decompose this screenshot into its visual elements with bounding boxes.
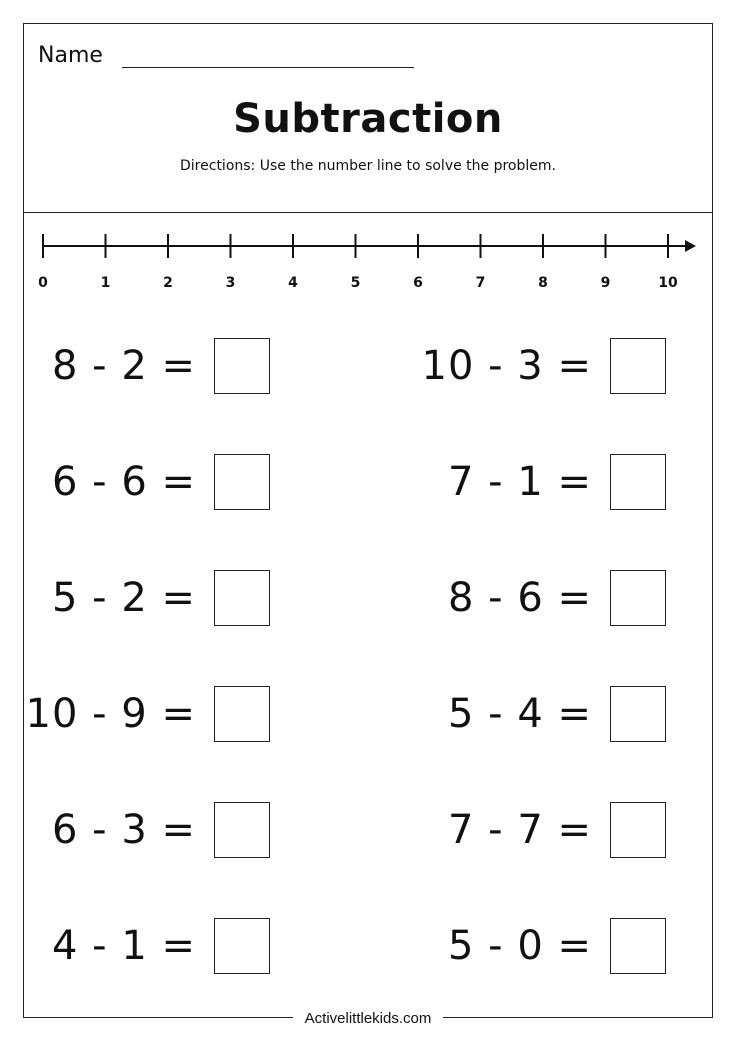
problem-expression: 5 - 0 = (448, 923, 592, 969)
number-line-arrow (685, 240, 696, 252)
problem-1 (52, 338, 270, 394)
problem-7 (25, 686, 270, 742)
problem-expression: 5 - 4 = (448, 691, 592, 737)
footer-credit: Activelittlekids.com (293, 1010, 444, 1027)
answer-box[interactable] (610, 918, 666, 974)
tick-label-9: 9 (600, 275, 611, 291)
tick-label-3: 3 (225, 275, 236, 291)
problem-3 (52, 454, 270, 510)
problem-9 (52, 802, 270, 858)
answer-box[interactable] (610, 570, 666, 626)
problem-expression: 8 - 6 = (448, 575, 592, 621)
answer-box[interactable] (214, 454, 270, 510)
problem-expression: 10 - 3 = (421, 343, 592, 389)
footer (0, 1008, 736, 1027)
tick-label-1: 1 (100, 275, 111, 291)
answer-box[interactable] (610, 338, 666, 394)
answer-box[interactable] (610, 454, 666, 510)
number-line (0, 0, 736, 300)
answer-box[interactable] (610, 802, 666, 858)
tick-label-8: 8 (538, 275, 548, 291)
problem-4 (448, 454, 666, 510)
answer-box[interactable] (214, 338, 270, 394)
tick-label-0: 0 (38, 275, 48, 291)
tick-label-7: 7 (475, 275, 486, 291)
problem-2 (421, 338, 666, 394)
tick-label-4: 4 (288, 275, 298, 291)
answer-box[interactable] (214, 802, 270, 858)
problem-expression: 6 - 6 = (52, 459, 196, 505)
problem-10 (448, 802, 666, 858)
problem-expression: 8 - 2 = (52, 343, 196, 389)
directions-text: Directions: Use the number line to solve the problem. (180, 158, 556, 174)
tick-label-10: 10 (658, 275, 678, 291)
problem-6 (448, 570, 666, 626)
problem-expression: 10 - 9 = (25, 691, 196, 737)
problem-expression: 4 - 1 = (52, 923, 196, 969)
problem-expression: 6 - 3 = (52, 807, 196, 853)
answer-box[interactable] (214, 918, 270, 974)
tick-label-6: 6 (413, 275, 423, 291)
problem-8 (448, 686, 666, 742)
tick-label-2: 2 (163, 275, 173, 291)
problem-expression: 7 - 7 = (448, 807, 592, 853)
problem-11 (52, 918, 270, 974)
answer-box[interactable] (610, 686, 666, 742)
problem-5 (52, 570, 270, 626)
problem-expression: 7 - 1 = (448, 459, 592, 505)
tick-label-5: 5 (350, 275, 361, 291)
answer-box[interactable] (214, 686, 270, 742)
problem-12 (448, 918, 666, 974)
worksheet-title: Subtraction (233, 96, 503, 142)
name-label: Name (38, 43, 103, 68)
answer-box[interactable] (214, 570, 270, 626)
problem-expression: 5 - 2 = (52, 575, 196, 621)
